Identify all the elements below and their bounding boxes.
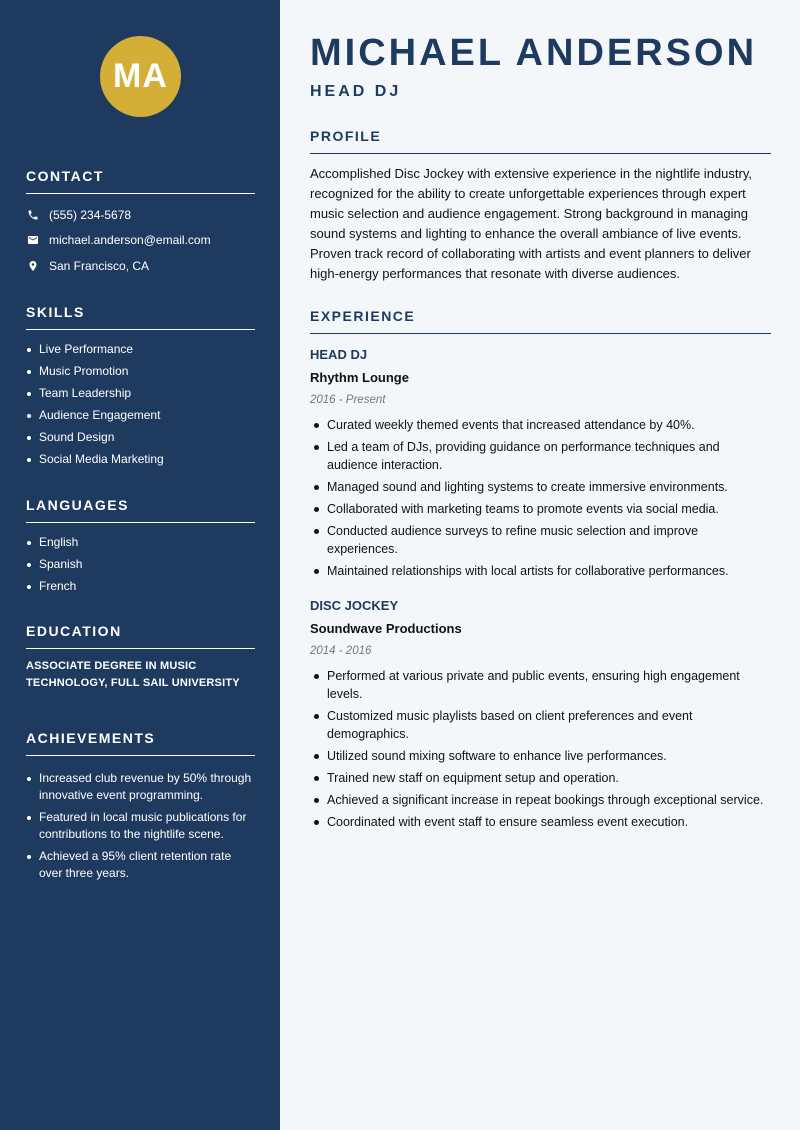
email-text: michael.anderson@email.com (49, 233, 211, 248)
education-degree (26, 658, 255, 692)
profile-heading: PROFILE (310, 128, 771, 154)
list-item: Conducted audience surveys to refine music selection and improve experiences. (310, 522, 771, 558)
sidebar (0, 0, 280, 1130)
avatar-initials: MA (100, 36, 181, 117)
skills-heading: SKILLS (26, 304, 255, 330)
list-item: French (26, 578, 255, 595)
job-role: DISC JOCKEY (310, 598, 399, 613)
contact-email (26, 228, 255, 254)
languages-heading: LANGUAGES (26, 497, 255, 523)
job-entry (310, 597, 771, 835)
list-item: Spanish (26, 556, 255, 573)
job-bullets (310, 416, 771, 580)
list-item: Performed at various private and public events, ensuring high engagement levels. (310, 667, 771, 703)
contact-location (26, 253, 255, 279)
list-item: Managed sound and lighting systems to create immersive environments. (310, 478, 771, 496)
experience-heading: EXPERIENCE (310, 308, 771, 334)
list-item: Utilized sound mixing software to enhance live performances. (310, 747, 771, 765)
contact-heading: CONTACT (26, 168, 255, 194)
list-item: Trained new staff on equipment setup and operation. (310, 769, 771, 787)
list-item: Sound Design (26, 429, 255, 446)
list-item: Achieved a significant increase in repeat bookings through exceptional service. (310, 791, 771, 809)
list-item: Collaborated with marketing teams to promote events via social media. (310, 500, 771, 518)
list-item: Curated weekly themed events that increased attendance by 40%. (310, 416, 771, 434)
list-item: Featured in local music publications for contributions to the nightlife scene. (26, 809, 255, 843)
languages-list (26, 534, 255, 595)
candidate-name: MICHAEL ANDERSON (310, 32, 758, 74)
achievements-section (26, 730, 255, 887)
location-pin-icon (26, 259, 40, 273)
job-bullets (310, 667, 771, 831)
education-heading: EDUCATION (26, 623, 255, 649)
phone-icon (26, 208, 40, 222)
list-item: Led a team of DJs, providing guidance on performance techniques and audience interaction. (310, 438, 771, 474)
contact-section (26, 168, 255, 279)
achievements-list (26, 770, 255, 882)
job-company: Rhythm Lounge (310, 370, 409, 385)
list-item: English (26, 534, 255, 551)
skills-list (26, 341, 255, 468)
list-item: Social Media Marketing (26, 451, 255, 468)
list-item: Maintained relationships with local artists for collaborative performances. (310, 562, 771, 580)
list-item: Customized music playlists based on client preferences and event demographics. (310, 707, 771, 743)
phone-text: (555) 234-5678 (49, 207, 132, 222)
achievements-heading: ACHIEVEMENTS (26, 730, 255, 756)
skills-section (26, 304, 255, 473)
job-dates: 2014 - 2016 (310, 645, 372, 657)
list-item: Team Leadership (26, 385, 255, 402)
list-item: Achieved a 95% client retention rate over three years. (26, 848, 255, 882)
profile-text: Accomplished Disc Jockey with extensive experience in the nightlife industry, recognized for the ability to create unforgettable experiences through expert music selection and audience engagement. Strong background in managing sound systems and lighting to enhance the overall ambiance of live events. Proven track record of collaborating with artists and event planners to deliver high-energy performances that resonate with diverse audiences. (310, 166, 752, 281)
languages-section (26, 497, 255, 600)
job-dates: 2016 - Present (310, 394, 386, 406)
education-line-1: ASSOCIATE DEGREE IN MUSIC (26, 660, 197, 672)
email-icon (26, 233, 40, 247)
contact-phone (26, 202, 255, 228)
education-section (26, 623, 255, 692)
list-item: Increased club revenue by 50% through innovative event programming. (26, 770, 255, 804)
list-item: Audience Engagement (26, 407, 255, 424)
location-text: San Francisco, CA (49, 258, 150, 273)
job-entry (310, 346, 771, 584)
list-item: Live Performance (26, 341, 255, 358)
job-role: HEAD DJ (310, 347, 368, 362)
list-item: Coordinated with event staff to ensure seamless event execution. (310, 813, 771, 831)
education-line-2: TECHNOLOGY, FULL SAIL UNIVERSITY (26, 677, 240, 689)
candidate-title: HEAD DJ (310, 83, 402, 100)
job-company: Soundwave Productions (310, 621, 462, 636)
list-item: Music Promotion (26, 363, 255, 380)
